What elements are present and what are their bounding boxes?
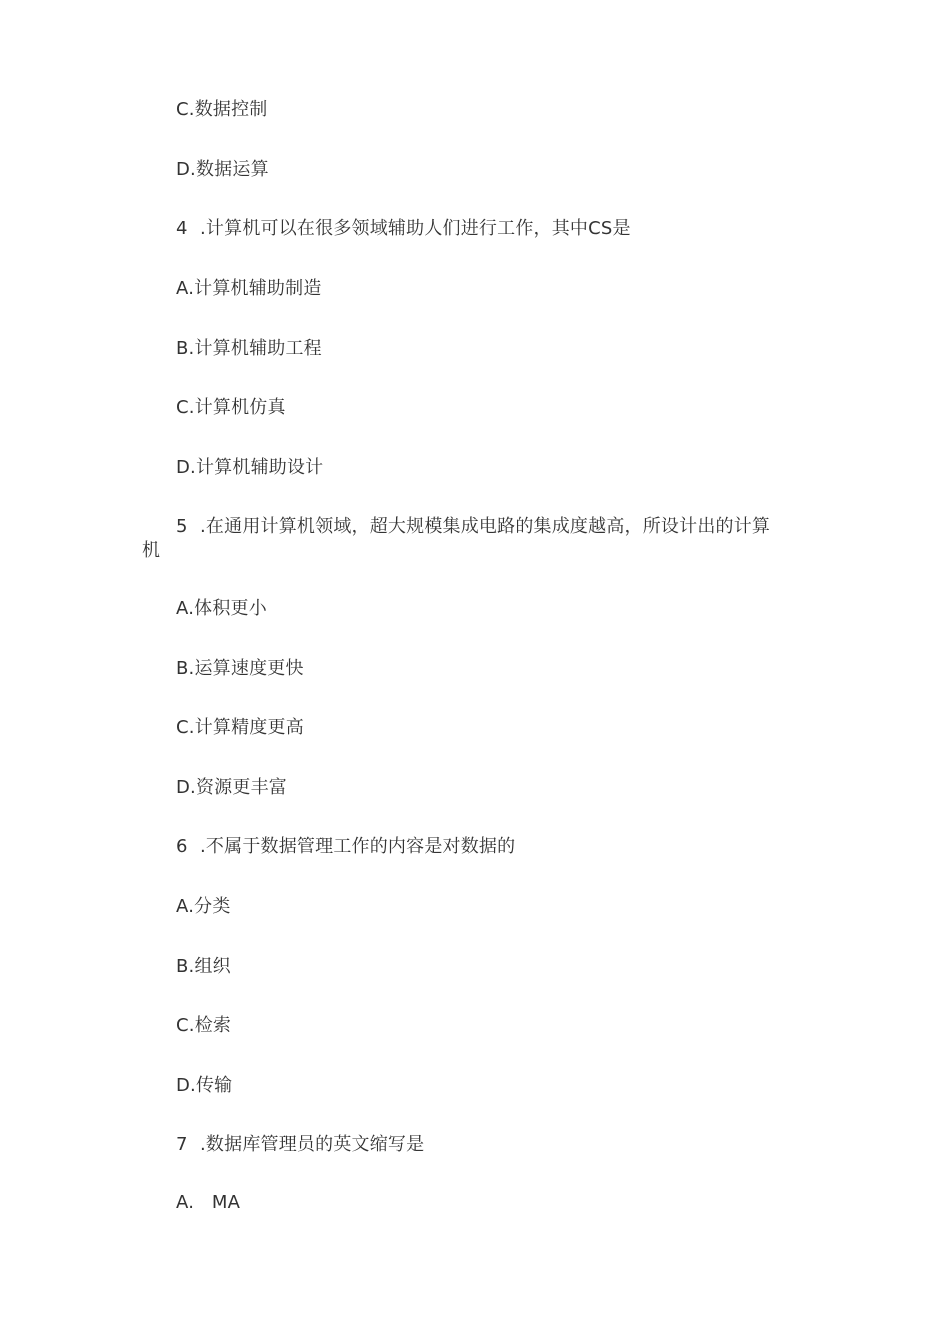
option-c-q3: C.数据控制 bbox=[176, 99, 268, 120]
question-number: 7 bbox=[176, 1134, 188, 1155]
option-b-q6: B.组织 bbox=[176, 956, 231, 977]
option-a-q5: A.体积更小 bbox=[176, 598, 267, 619]
question-number: 4 bbox=[176, 218, 188, 239]
question-6 bbox=[176, 835, 515, 859]
option-c-q5: C.计算精度更高 bbox=[176, 717, 304, 738]
option-d-q5: D.资源更丰富 bbox=[176, 777, 287, 798]
question-number: 5 bbox=[176, 516, 188, 537]
option-d-q6: D.传输 bbox=[176, 1075, 233, 1096]
option-c-q6: C.检索 bbox=[176, 1015, 232, 1036]
question-5-continuation: 机 bbox=[142, 540, 160, 561]
question-text: .计算机可以在很多领域辅助人们进行工作，其中CS是 bbox=[200, 218, 631, 239]
option-a-q4: A.计算机辅助制造 bbox=[176, 278, 322, 299]
question-number: 6 bbox=[176, 836, 188, 857]
question-text: .数据库管理员的英文缩写是 bbox=[200, 1134, 425, 1155]
option-b-q5: B.运算速度更快 bbox=[176, 658, 304, 679]
option-b-q4: B.计算机辅助工程 bbox=[176, 338, 322, 359]
option-a-q7: A. MA bbox=[176, 1192, 241, 1213]
option-d-q3: D.数据运算 bbox=[176, 159, 269, 180]
question-7 bbox=[176, 1133, 424, 1157]
option-d-q4: D.计算机辅助设计 bbox=[176, 457, 324, 478]
question-text: .在通用计算机领域，超大规模集成电路的集成度越高，所设计出的计算 bbox=[200, 516, 771, 537]
option-a-q6: A.分类 bbox=[176, 896, 231, 917]
question-text: .不属于数据管理工作的内容是对数据的 bbox=[200, 836, 516, 857]
question-4 bbox=[176, 217, 631, 241]
question-5 bbox=[176, 515, 770, 539]
option-c-q4: C.计算机仿真 bbox=[176, 397, 286, 418]
